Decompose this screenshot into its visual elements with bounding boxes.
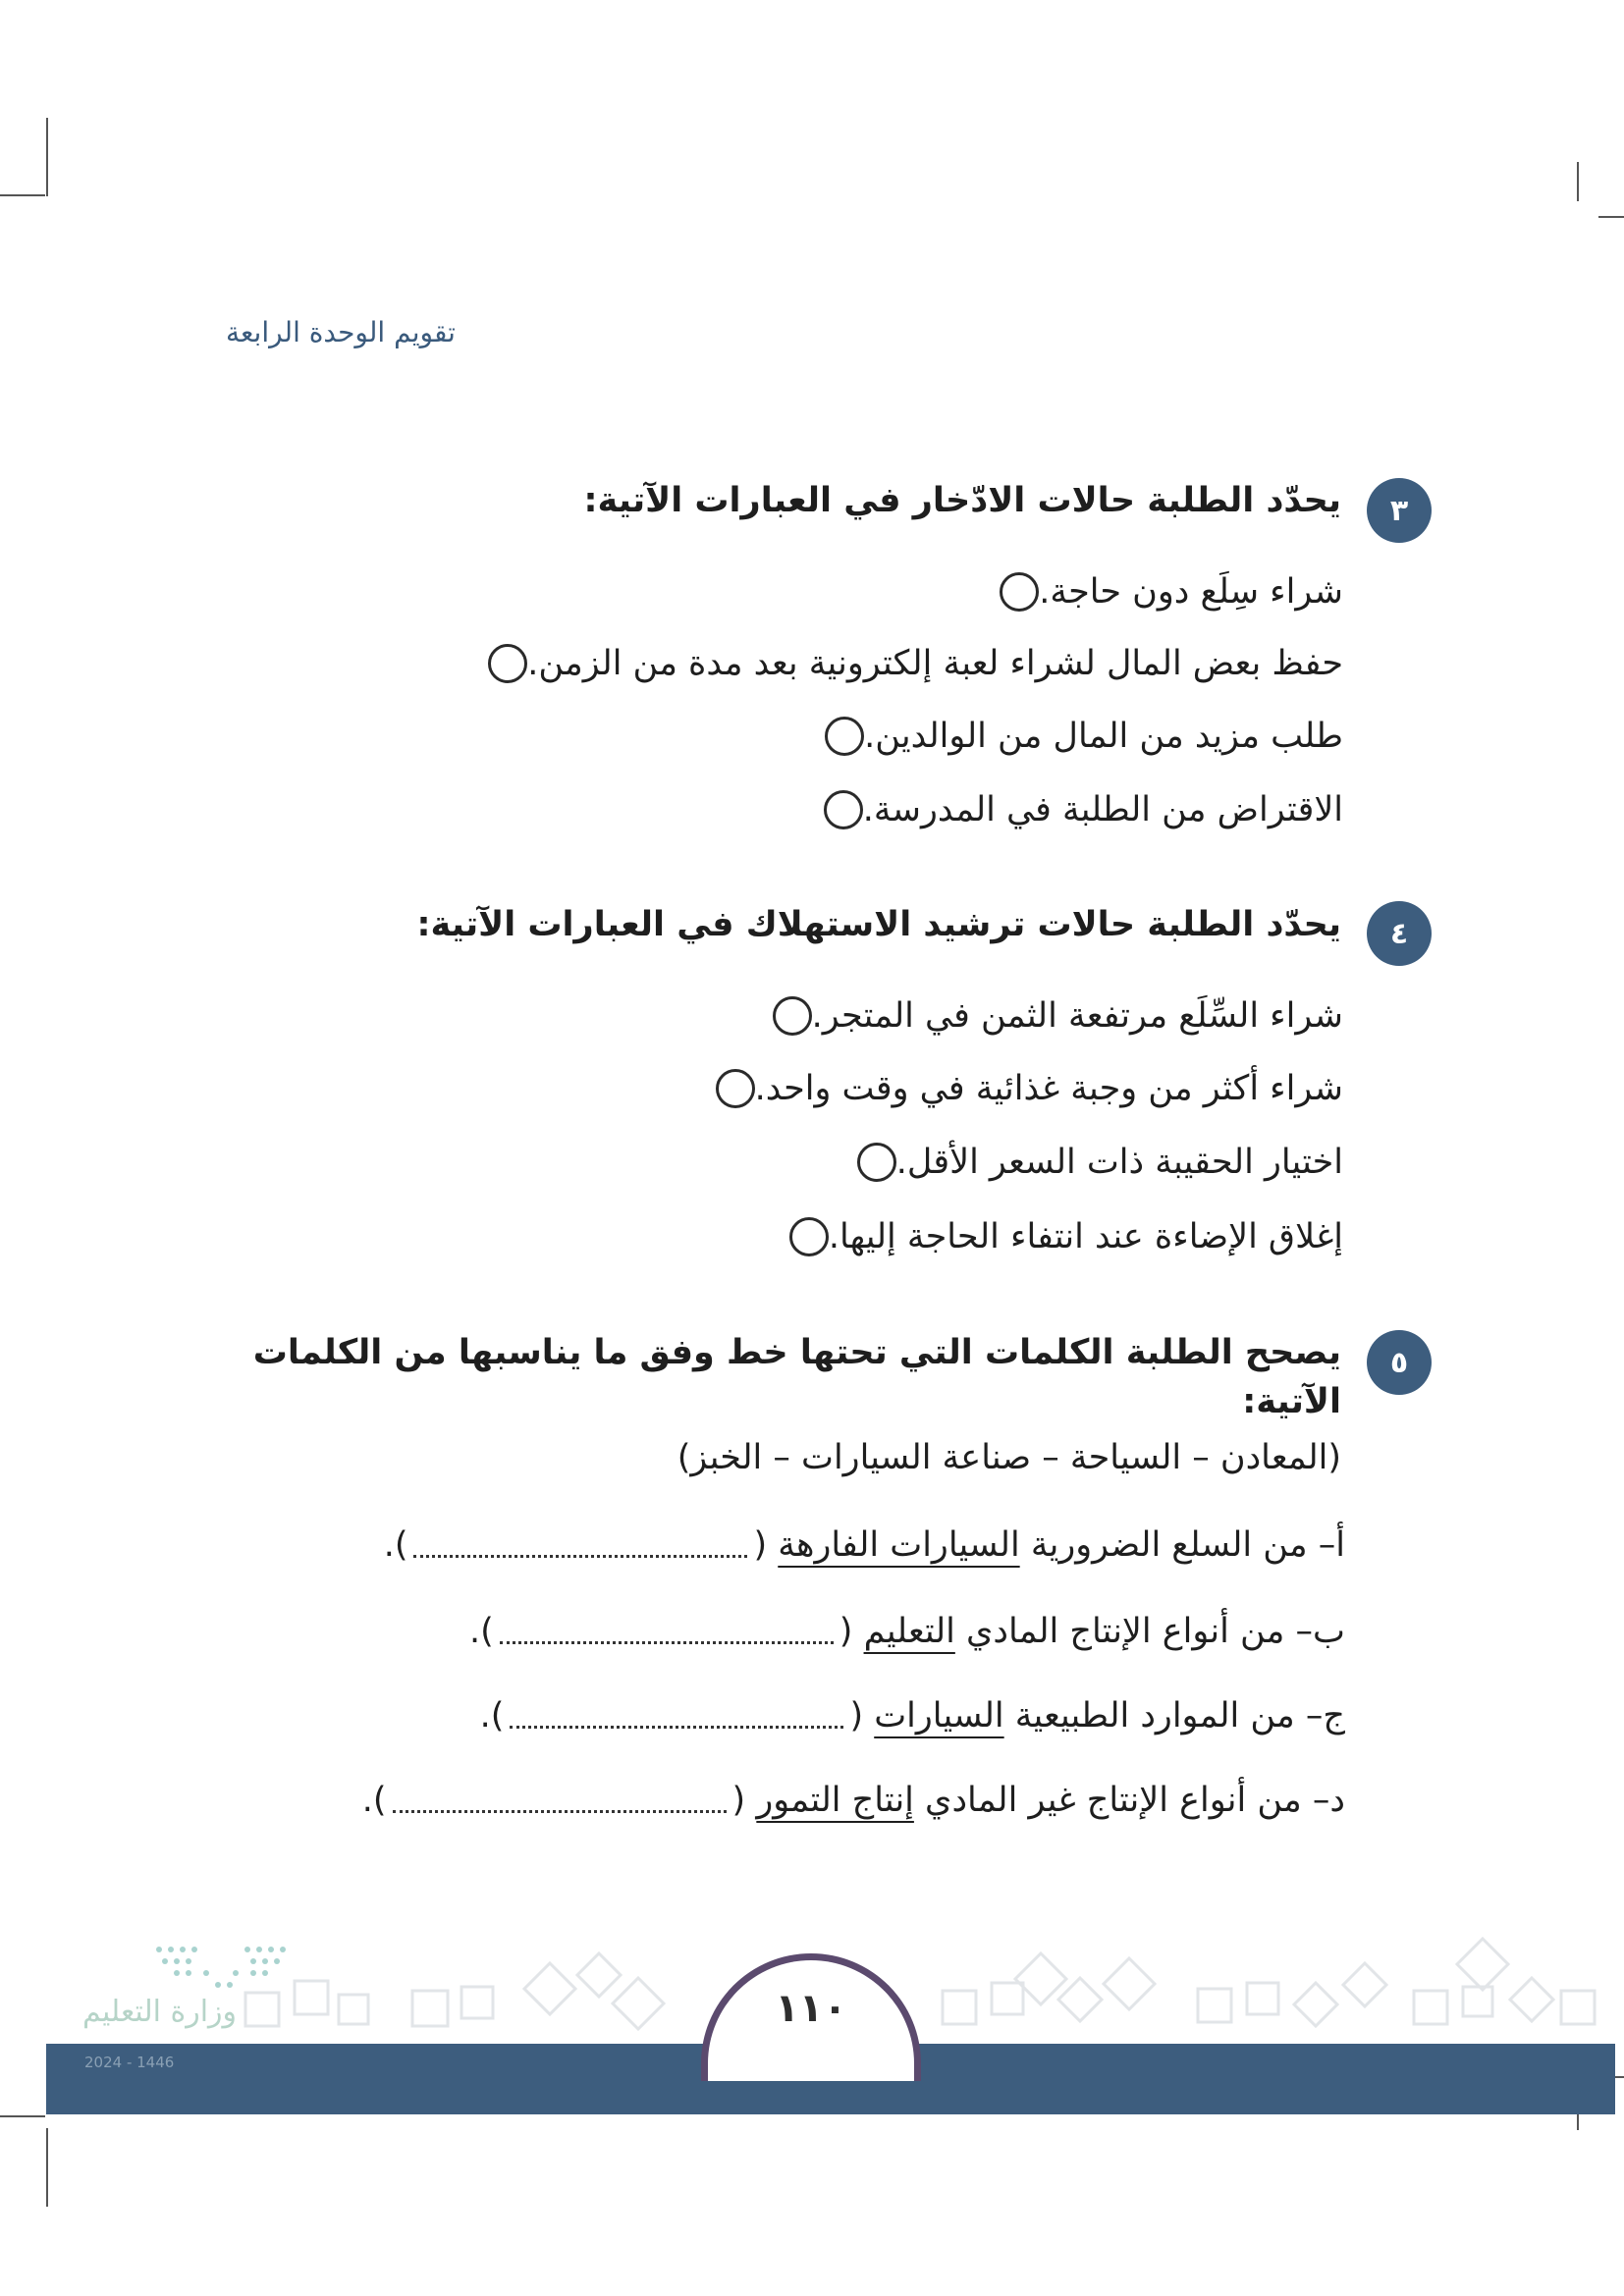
underlined-word: السيارات	[874, 1696, 1004, 1735]
question-5-prompt-line2: الآتية:	[1242, 1382, 1341, 1421]
option-label: إغلاق الإضاءة عند انتفاء الحاجة إليها.	[828, 1217, 1343, 1256]
underlined-word: السيارات الفارهة	[778, 1525, 1020, 1565]
crop-mark	[46, 118, 48, 196]
fill-item-d: د– من أنواع الإنتاج غير المادي إنتاج التمور ( ).	[361, 1781, 1345, 1820]
fill-item-text: ب– من أنواع الإنتاج المادي	[965, 1612, 1345, 1651]
radio-circle[interactable]	[773, 996, 812, 1036]
underlined-word: إنتاج التمور	[756, 1781, 914, 1820]
crop-mark	[46, 2128, 48, 2207]
page-number: ١١٠	[701, 1953, 921, 2081]
fill-item-text: أ– من السلع الضرورية	[1030, 1525, 1345, 1565]
radio-circle[interactable]	[1000, 572, 1039, 612]
radio-circle[interactable]	[857, 1143, 896, 1182]
fill-item-text: ج– من الموارد الطبيعية	[1014, 1696, 1345, 1735]
question-number-3: ٣	[1367, 478, 1432, 543]
option-label: شراء السِّلَع مرتفعة الثمن في المتجر.	[811, 996, 1343, 1036]
answer-blank[interactable]	[500, 1620, 834, 1644]
word-bank: (المعادن – السياحة – صناعة السيارات – الخبز)	[677, 1438, 1341, 1477]
radio-circle[interactable]	[824, 790, 863, 829]
question-3-option-1[interactable]	[984, 562, 1343, 621]
question-5-prompt-line1: يصحح الطلبة الكلمات التي تحتها خط وفق ما يناسبها من الكلمات	[252, 1333, 1341, 1372]
question-4-option-1[interactable]	[757, 987, 1343, 1045]
option-label: الاقتراض من الطلبة في المدرسة.	[862, 790, 1343, 829]
radio-circle[interactable]	[488, 644, 527, 683]
option-label: اختيار الحقيبة ذات السعر الأقل.	[895, 1143, 1343, 1182]
fill-item-b: ب– من أنواع الإنتاج المادي التعليم ( ).	[469, 1612, 1345, 1651]
question-4-option-2[interactable]	[700, 1059, 1343, 1118]
option-label: شراء أكثر من وجبة غذائية في وقت واحد.	[754, 1069, 1343, 1108]
option-label: شراء سِلَع دون حاجة.	[1039, 572, 1343, 612]
option-label: حفظ بعض المال لشراء لعبة إلكترونية بعد مدة من الزمن.	[527, 644, 1343, 683]
question-number-4: ٤	[1367, 901, 1432, 966]
question-3-option-2[interactable]	[472, 634, 1343, 693]
question-3-prompt: يحدّد الطلبة حالات الادّخار في العبارات الآتية:	[583, 481, 1341, 520]
question-3-option-4[interactable]	[808, 780, 1343, 839]
radio-circle[interactable]	[825, 717, 864, 756]
crop-mark	[0, 194, 45, 196]
answer-blank[interactable]	[510, 1704, 843, 1729]
fill-item-c: ج– من الموارد الطبيعية السيارات ( ).	[479, 1696, 1345, 1735]
answer-blank[interactable]	[393, 1789, 727, 1813]
fill-item-a: أ– من السلع الضرورية السيارات الفارهة ( ).	[383, 1525, 1345, 1565]
question-4-option-4[interactable]	[774, 1207, 1343, 1266]
option-label: طلب مزيد من المال من الوالدين.	[864, 717, 1343, 756]
crop-mark	[1598, 216, 1624, 218]
question-4-option-3[interactable]	[841, 1133, 1343, 1192]
page-title: تقويم الوحدة الرابعة	[226, 316, 456, 348]
crop-mark	[1577, 162, 1579, 201]
underlined-word: التعليم	[863, 1612, 955, 1651]
radio-circle[interactable]	[716, 1069, 755, 1108]
question-4-prompt: يحدّد الطلبة حالات ترشيد الاستهلاك في العبارات الآتية:	[416, 905, 1341, 944]
fill-item-text: د– من أنواع الإنتاج غير المادي	[925, 1781, 1345, 1820]
ministry-logo-year: 2024 - 1446	[84, 2054, 175, 2071]
question-number-5: ٥	[1367, 1330, 1432, 1395]
ministry-logo-text: وزارة التعليم	[82, 1995, 238, 2029]
crop-mark	[0, 2115, 45, 2117]
answer-blank[interactable]	[413, 1533, 747, 1558]
radio-circle[interactable]	[789, 1217, 829, 1256]
question-3-option-3[interactable]	[809, 707, 1343, 766]
